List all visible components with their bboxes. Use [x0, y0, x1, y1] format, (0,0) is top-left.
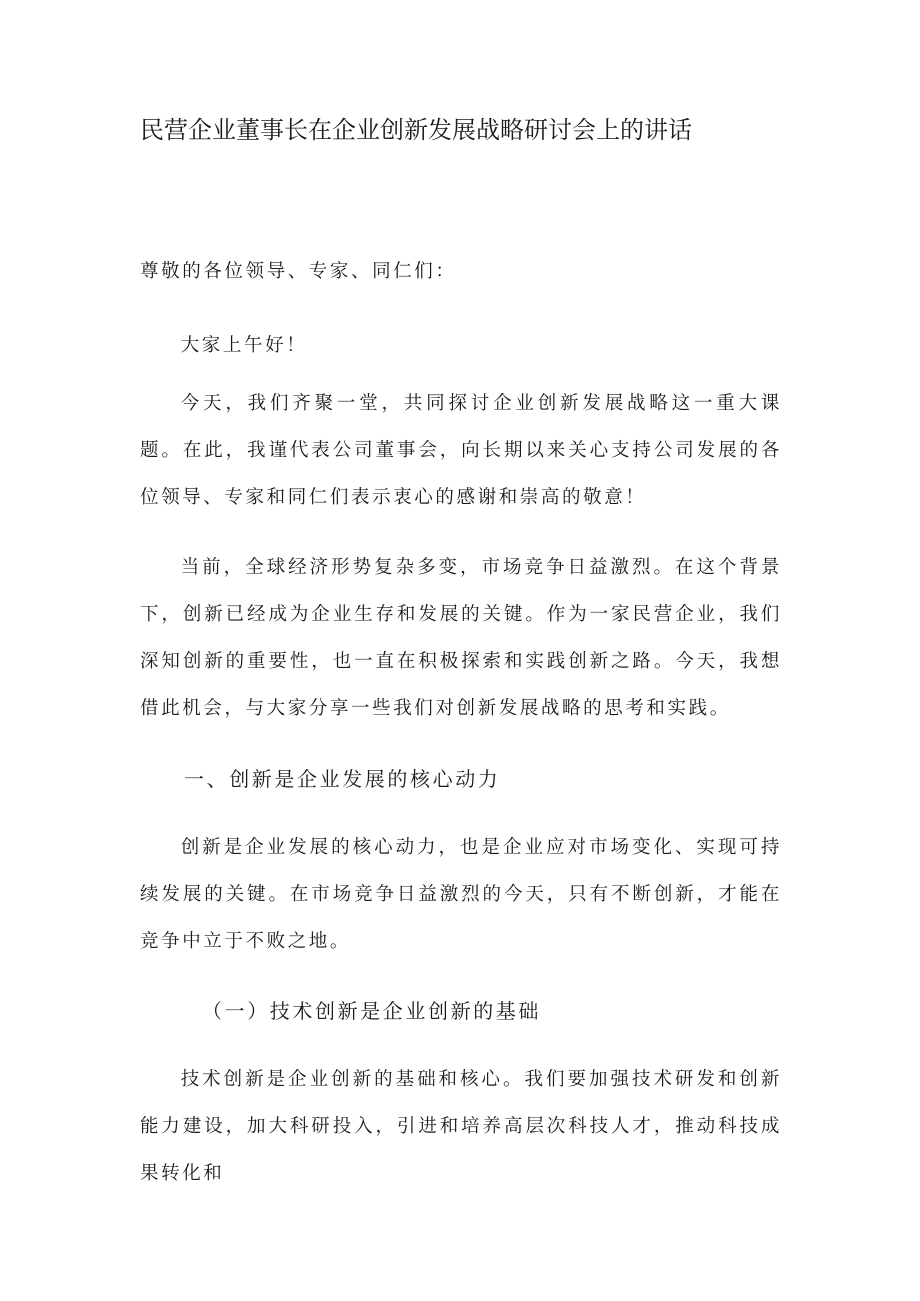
- document-title: 民营企业董事长在企业创新发展战略研讨会上的讲话: [140, 116, 692, 144]
- section-1-paragraph: 创新是企业发展的核心动力，也是企业应对市场变化、实现可持续发展的关键。在市场竞争日益激烈的今天，只有不断创新，才能在竞争中立于不败之地。: [140, 837, 782, 952]
- opening-paragraph: 今天，我们齐聚一堂，共同探讨企业创新发展战略这一重大课题。在此，我谨代表公司董事会，向长期以来关心支持公司发展的各位领导、专家和同仁们表示衷心的感谢和崇高的敬意！: [140, 393, 782, 508]
- greeting: 大家上午好！: [180, 335, 308, 356]
- section-heading-1: 一、创新是企业发展的核心动力: [184, 767, 501, 791]
- salutation: 尊敬的各位领导、专家、同仁们：: [140, 261, 457, 282]
- background-paragraph: 当前，全球经济形势复杂多变，市场竞争日益激烈。在这个背景下，创新已经成为企业生存和发展的关键。作为一家民营企业，我们深知创新的重要性，也一直在积极探索和实践创新之路。今天，我想借此机会，与大家分享一些我们对创新发展战略的思考和实践。: [140, 557, 782, 719]
- subsection-1-paragraph: 技术创新是企业创新的基础和核心。我们要加强技术研发和创新能力建设，加大科研投入，引进和培养高层次科技人才，推动科技成果转化和: [140, 1069, 782, 1184]
- subsection-heading-1: （一）技术创新是企业创新的基础: [202, 999, 541, 1023]
